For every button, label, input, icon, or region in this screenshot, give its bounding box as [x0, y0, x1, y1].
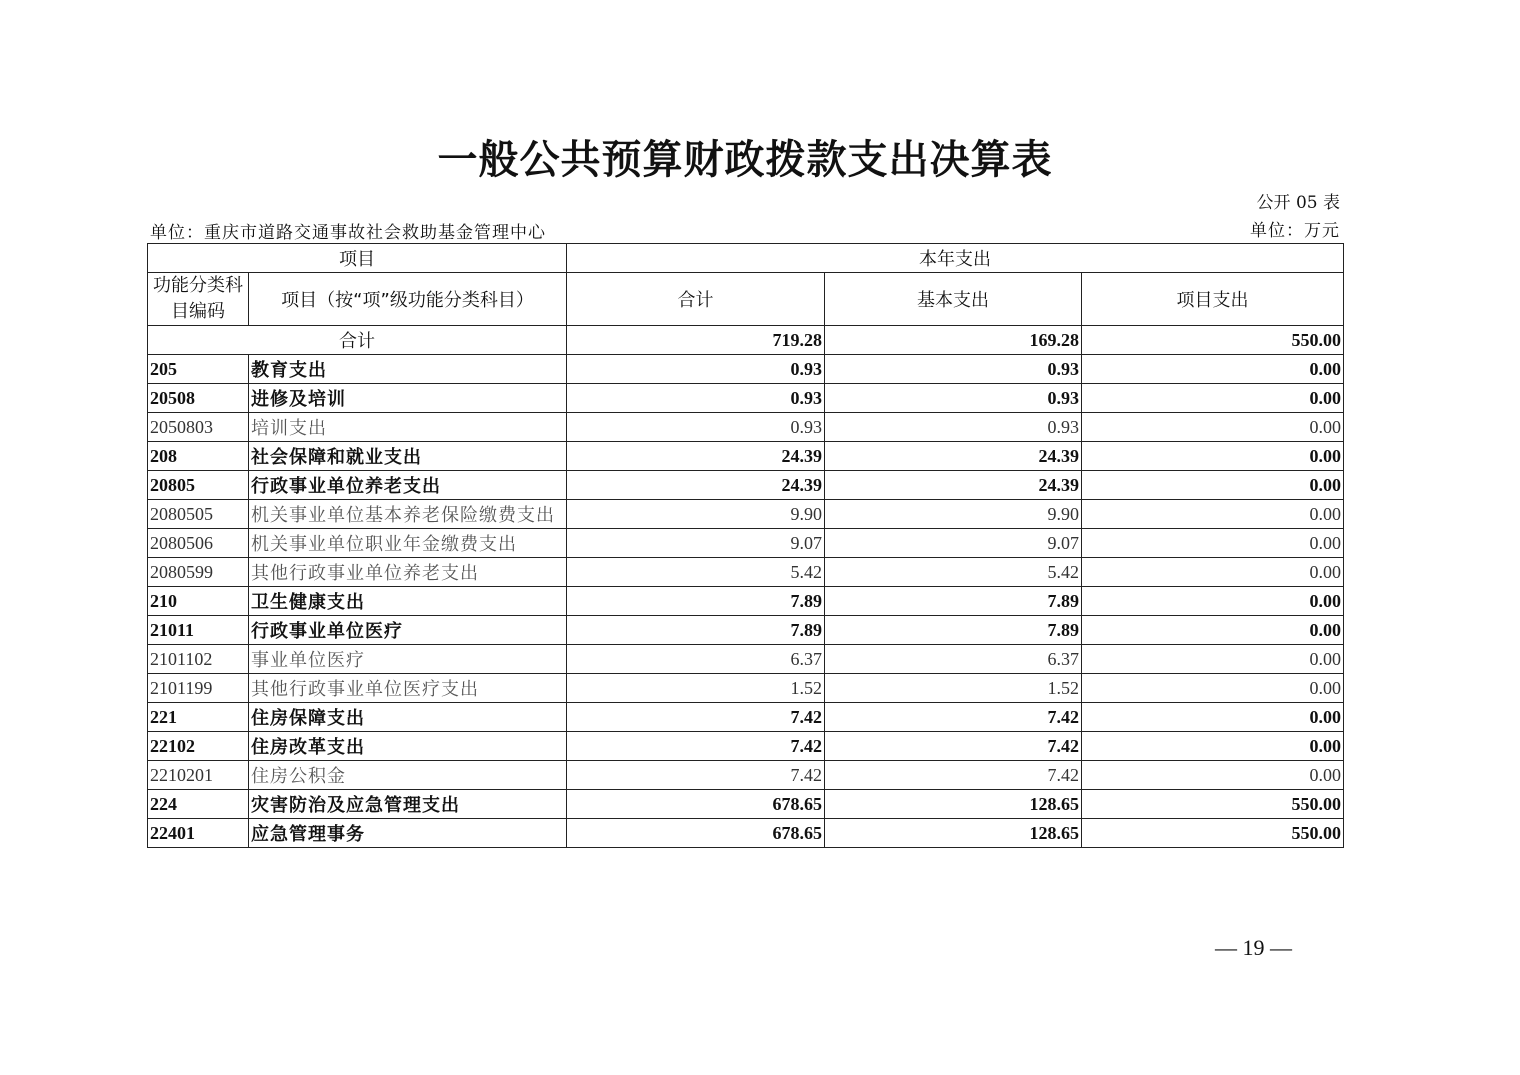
row-code: 22102: [148, 732, 249, 761]
row-basic: 24.39: [825, 471, 1082, 500]
row-project: 550.00: [1082, 819, 1344, 848]
row-project: 0.00: [1082, 384, 1344, 413]
total-row: [148, 326, 1344, 355]
row-name: 住房改革支出: [249, 732, 567, 761]
row-total: 7.42: [567, 703, 825, 732]
table-row: [148, 500, 1344, 529]
unit-organization: 单位：重庆市道路交通事故社会救助基金管理中心: [150, 223, 546, 243]
row-basic: 128.65: [825, 819, 1082, 848]
row-total: 678.65: [567, 819, 825, 848]
row-total: 24.39: [567, 471, 825, 500]
header-project: 项目支出: [1082, 273, 1344, 326]
unit-currency: 单位：万元: [1250, 221, 1340, 241]
total-project: 550.00: [1082, 326, 1344, 355]
row-name: 培训支出: [249, 413, 567, 442]
row-project: 0.00: [1082, 529, 1344, 558]
expenditure-table: [147, 243, 1344, 848]
form-number: 公开 05 表: [1256, 193, 1340, 213]
row-project: 0.00: [1082, 674, 1344, 703]
table-row: [148, 529, 1344, 558]
row-code: 20805: [148, 471, 249, 500]
row-code: 224: [148, 790, 249, 819]
row-name: 住房保障支出: [249, 703, 567, 732]
row-basic: 5.42: [825, 558, 1082, 587]
row-total: 7.89: [567, 616, 825, 645]
row-basic: 128.65: [825, 790, 1082, 819]
total-sum: 719.28: [567, 326, 825, 355]
row-code: 2080506: [148, 529, 249, 558]
row-code: 2101102: [148, 645, 249, 674]
row-basic: 1.52: [825, 674, 1082, 703]
row-name: 行政事业单位养老支出: [249, 471, 567, 500]
page-title: 一般公共预算财政拨款支出决算表: [437, 136, 1053, 183]
row-total: 9.90: [567, 500, 825, 529]
page-number: — 19 —: [1215, 935, 1292, 960]
row-code: 2080505: [148, 500, 249, 529]
row-name: 行政事业单位医疗: [249, 616, 567, 645]
table-row: [148, 703, 1344, 732]
total-basic: 169.28: [825, 326, 1082, 355]
row-project: 0.00: [1082, 442, 1344, 471]
row-name: 灾害防治及应急管理支出: [249, 790, 567, 819]
row-project: 0.00: [1082, 761, 1344, 790]
table-row: [148, 616, 1344, 645]
row-basic: 9.07: [825, 529, 1082, 558]
header-row-columns: [148, 273, 1344, 326]
row-name: 卫生健康支出: [249, 587, 567, 616]
row-total: 7.42: [567, 732, 825, 761]
row-total: 1.52: [567, 674, 825, 703]
row-name: 其他行政事业单位养老支出: [249, 558, 567, 587]
row-name: 机关事业单位基本养老保险缴费支出: [249, 500, 567, 529]
row-code: 22401: [148, 819, 249, 848]
table-row: [148, 355, 1344, 384]
row-total: 5.42: [567, 558, 825, 587]
row-code: 221: [148, 703, 249, 732]
row-code: 210: [148, 587, 249, 616]
row-basic: 0.93: [825, 355, 1082, 384]
row-basic: 24.39: [825, 442, 1082, 471]
row-project: 0.00: [1082, 732, 1344, 761]
table-row: [148, 645, 1344, 674]
row-project: 0.00: [1082, 355, 1344, 384]
row-project: 0.00: [1082, 616, 1344, 645]
table-row: [148, 674, 1344, 703]
row-code: 2080599: [148, 558, 249, 587]
table-row: [148, 558, 1344, 587]
row-basic: 6.37: [825, 645, 1082, 674]
row-name: 其他行政事业单位医疗支出: [249, 674, 567, 703]
row-total: 678.65: [567, 790, 825, 819]
table-row: [148, 587, 1344, 616]
row-total: 0.93: [567, 413, 825, 442]
row-total: 24.39: [567, 442, 825, 471]
row-name: 社会保障和就业支出: [249, 442, 567, 471]
row-total: 7.42: [567, 761, 825, 790]
row-name: 应急管理事务: [249, 819, 567, 848]
row-name: 进修及培训: [249, 384, 567, 413]
row-basic: 7.89: [825, 616, 1082, 645]
row-code: 2101199: [148, 674, 249, 703]
row-project: 0.00: [1082, 471, 1344, 500]
row-project: 0.00: [1082, 587, 1344, 616]
row-name: 事业单位医疗: [249, 645, 567, 674]
row-total: 0.93: [567, 384, 825, 413]
table-row: [148, 761, 1344, 790]
header-item: 项目: [148, 244, 567, 273]
row-code: 205: [148, 355, 249, 384]
row-code: 21011: [148, 616, 249, 645]
row-project: 550.00: [1082, 790, 1344, 819]
row-name: 教育支出: [249, 355, 567, 384]
table-row: [148, 819, 1344, 848]
row-code: 2210201: [148, 761, 249, 790]
row-project: 0.00: [1082, 413, 1344, 442]
header-current-year: 本年支出: [567, 244, 1344, 273]
header-total: 合计: [567, 273, 825, 326]
header-item-detail: 项目（按“项”级功能分类科目）: [249, 273, 567, 326]
row-basic: 0.93: [825, 413, 1082, 442]
row-basic: 9.90: [825, 500, 1082, 529]
row-code: 20508: [148, 384, 249, 413]
row-basic: 7.89: [825, 587, 1082, 616]
row-basic: 7.42: [825, 732, 1082, 761]
table-row: [148, 732, 1344, 761]
row-basic: 7.42: [825, 703, 1082, 732]
row-name: 机关事业单位职业年金缴费支出: [249, 529, 567, 558]
total-label: 合计: [148, 326, 567, 355]
row-name: 住房公积金: [249, 761, 567, 790]
row-project: 0.00: [1082, 703, 1344, 732]
row-code: 2050803: [148, 413, 249, 442]
row-total: 7.89: [567, 587, 825, 616]
table-row: [148, 413, 1344, 442]
row-project: 0.00: [1082, 500, 1344, 529]
table-row: [148, 471, 1344, 500]
table-row: [148, 442, 1344, 471]
row-project: 0.00: [1082, 558, 1344, 587]
row-code: 208: [148, 442, 249, 471]
row-total: 9.07: [567, 529, 825, 558]
header-code: 功能分类科目编码: [148, 273, 249, 326]
row-basic: 0.93: [825, 384, 1082, 413]
row-total: 0.93: [567, 355, 825, 384]
row-project: 0.00: [1082, 645, 1344, 674]
row-basic: 7.42: [825, 761, 1082, 790]
row-total: 6.37: [567, 645, 825, 674]
header-basic: 基本支出: [825, 273, 1082, 326]
table-row: [148, 384, 1344, 413]
header-row-top: [148, 244, 1344, 273]
table-row: [148, 790, 1344, 819]
